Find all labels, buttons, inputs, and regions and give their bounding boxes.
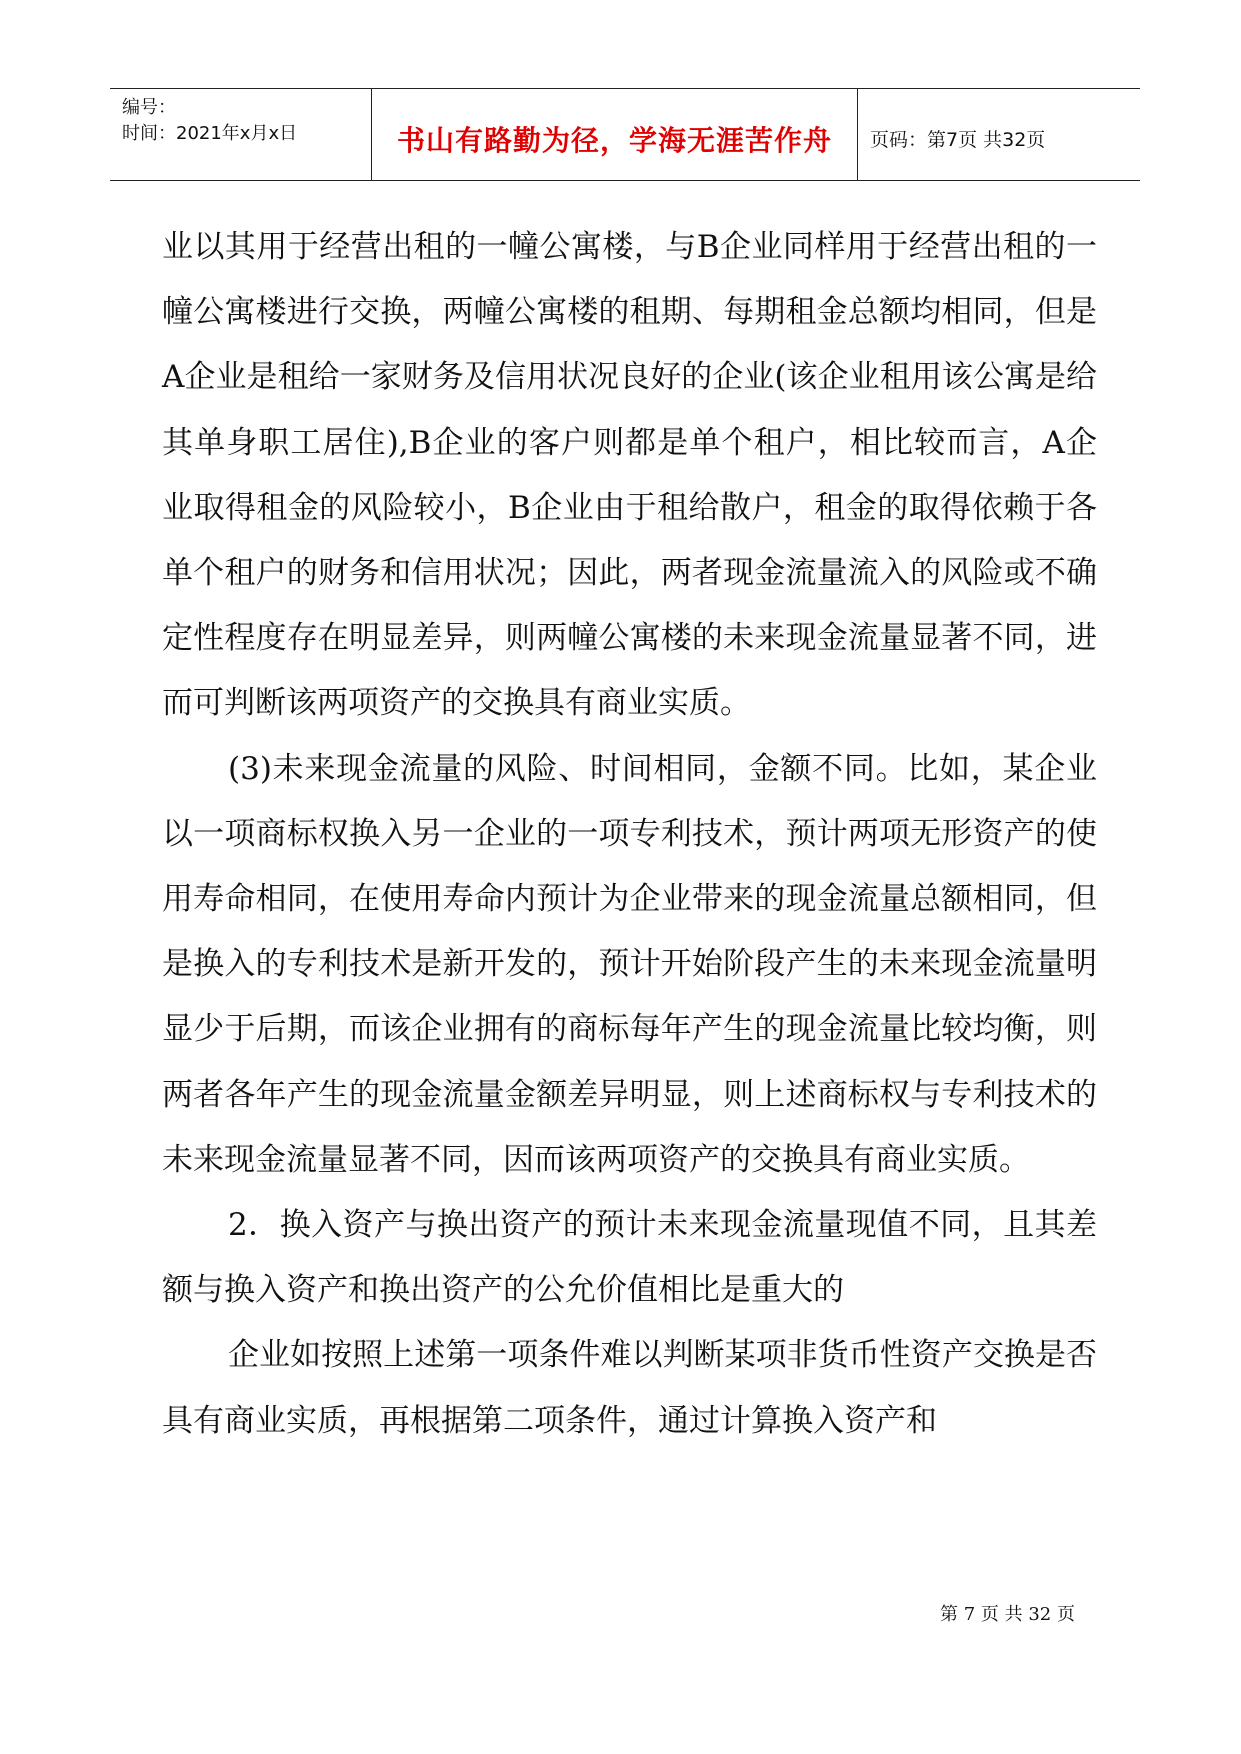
header-page-cell bbox=[858, 89, 1140, 180]
document-body bbox=[162, 215, 1097, 1454]
section-heading: 2．换入资产与换出资产的预计未来现金流量现值不同，且其差额与换入资产和换出资产的公允价值相比是重大的 bbox=[162, 1207, 1097, 1309]
body-paragraph: 企业如按照上述第一项条件难以判断某项非货币性资产交换是否具有商业实质，再根据第二项条件，通过计算换入资产和 bbox=[162, 1337, 1097, 1439]
header-meta-cell bbox=[110, 89, 372, 180]
page-footer: 第 7 页 共 32 页 bbox=[940, 1604, 1075, 1625]
document-number-label: 编号： bbox=[122, 97, 176, 118]
body-paragraph: (3)未来现金流量的风险、时间相同，金额不同。比如，某企业以一项商标权换入另一企业的一项专利技术，预计两项无形资产的使用寿命相同，在使用寿命内预计为企业带来的现金流量总额相同，但是换入的专利技术是新开发的，预计开始阶段产生的未来现金流量明显少于后期，而该企业拥有的商标每年产生的现金流量比较均衡，则两者各年产生的现金流量金额差异明显，则上述商标权与专利技术的未来现金流量显著不同，因而该两项资产的交换具有商业实质。 bbox=[162, 750, 1097, 1178]
header-page-label: 页码：第7页 共32页 bbox=[870, 129, 1046, 151]
header-motto-cell bbox=[372, 89, 858, 180]
header-motto: 书山有路勤为径，学海无涯苦作舟 bbox=[396, 124, 832, 157]
page-header bbox=[110, 88, 1140, 181]
document-date-label: 时间：2021年x月x日 bbox=[122, 123, 298, 144]
body-paragraph: 业以其用于经营出租的一幢公寓楼，与B企业同样用于经营出租的一幢公寓楼进行交换，两幢公寓楼的租期、每期租金总额均相同，但是A企业是租给一家财务及信用状况良好的企业(该企业租用该公寓是给其单身职工居住),B企业的客户则都是单个租户，相比较而言，A企业取得租金的风险较小，B企业由于租给散户，租金的取得依赖于各单个租户的财务和信用状况；因此，两者现金流量流入的风险或不确定性程度存在明显差异，则两幢公寓楼的未来现金流量显著不同，进而可判断该两项资产的交换具有商业实质。 bbox=[162, 229, 1097, 722]
